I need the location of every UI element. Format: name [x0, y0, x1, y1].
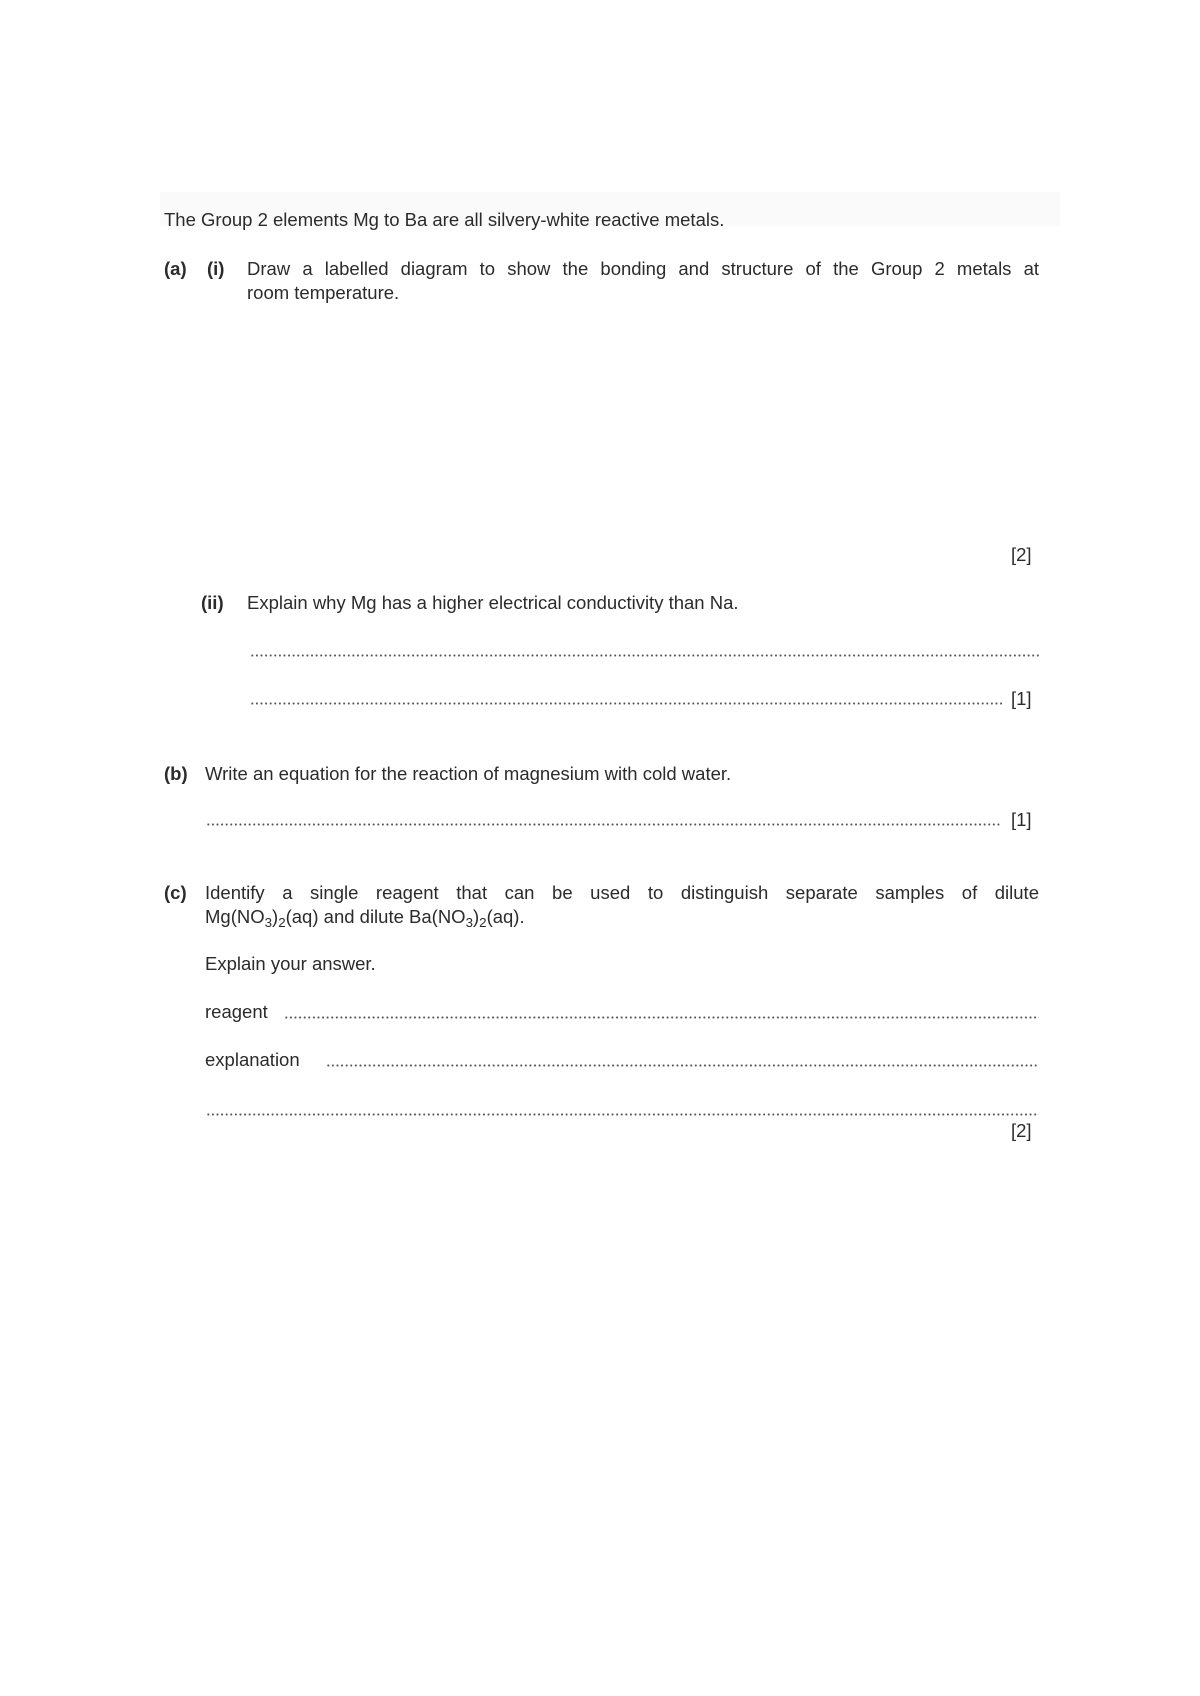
part-a-ii-label: (ii) — [201, 592, 224, 613]
reagent-label: reagent — [205, 1001, 268, 1022]
part-c-question-line1: Identify a single reagent that can be used to distinguish separate samples of dilute — [205, 882, 1039, 903]
part-a-i-label: (i) — [207, 258, 225, 279]
part-a-i-question-line2: room temperature. — [247, 282, 400, 303]
part-a-ii-question: Explain why Mg has a higher electrical conductivity than Na. — [247, 592, 739, 613]
explain-prompt: Explain your answer. — [205, 953, 376, 974]
part-a-ii-answer-line-2[interactable] — [250, 702, 1002, 705]
part-c-question-line2 — [205, 906, 525, 928]
part-a-ii-marks: [1] — [1011, 688, 1032, 709]
part-b-answer-line[interactable] — [206, 823, 1002, 826]
formula-mg-nitrate: $Mg(NO_3)_2(aq)$ — [205, 906, 319, 930]
intro-text: The Group 2 elements Mg to Ba are all silvery-white reactive metals. — [164, 209, 725, 230]
explanation-label: explanation — [205, 1049, 300, 1070]
part-b-marks: [1] — [1011, 809, 1032, 830]
part-c-marks: [2] — [1011, 1120, 1032, 1141]
reagent-answer-line[interactable] — [284, 1016, 1039, 1019]
part-a-label: (a) — [164, 258, 187, 279]
part-a-ii-answer-line-1[interactable] — [250, 654, 1039, 657]
explanation-answer-line-1[interactable] — [326, 1064, 1039, 1067]
explanation-answer-line-2[interactable] — [206, 1113, 1039, 1116]
part-b-label: (b) — [164, 763, 188, 784]
part-a-i-marks: [2] — [1011, 544, 1032, 565]
part-b-question: Write an equation for the reaction of magnesium with cold water. — [205, 763, 732, 784]
formula-ba-nitrate: $Ba(NO_3)_2(aq)$. — [409, 906, 525, 930]
connector-text: and dilute — [318, 906, 410, 927]
diagram-answer-area[interactable] — [247, 320, 1039, 530]
part-c-label: (c) — [164, 882, 187, 903]
part-a-i-question-line1: Draw a labelled diagram to show the bonding and structure of the Group 2 metals at — [247, 258, 1039, 279]
